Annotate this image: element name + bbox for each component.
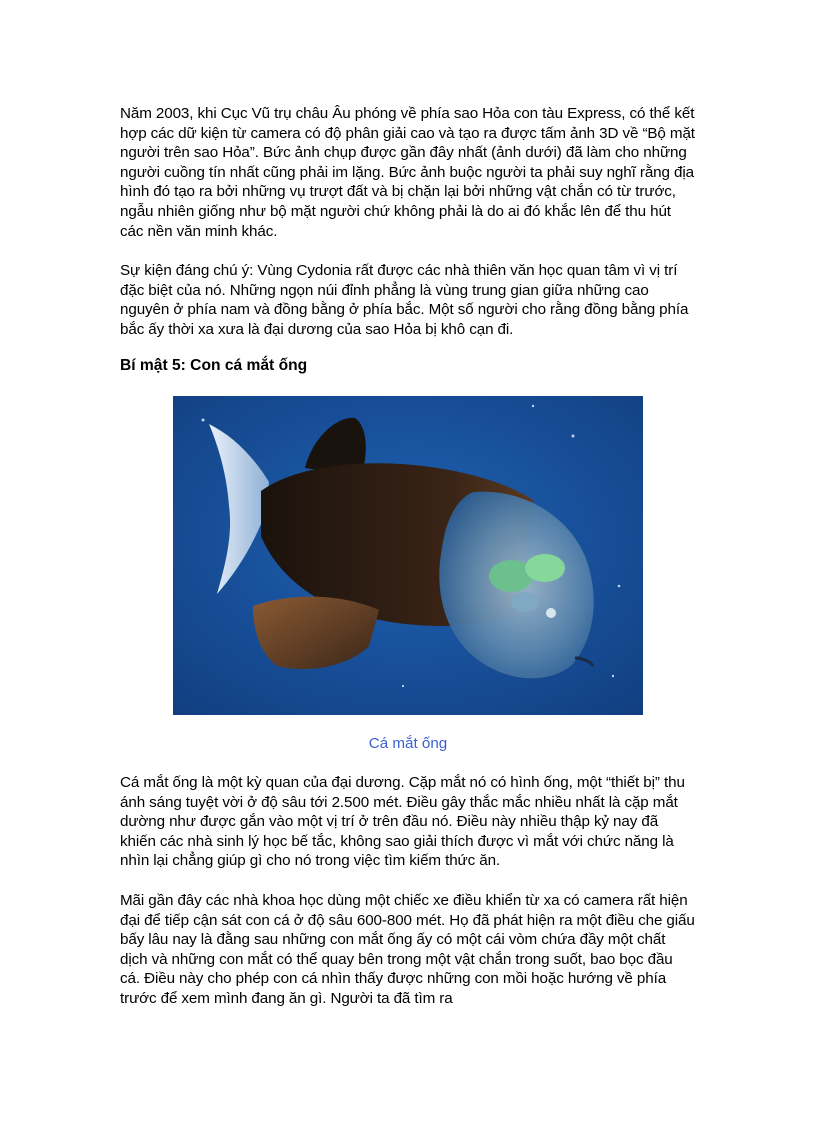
paragraph-mars-face: Năm 2003, khi Cục Vũ trụ châu Âu phóng về phía sao Hỏa con tàu Express, có thể kết hợp các dữ kiện từ camera có độ phân giải cao và tạo ra được tấm ảnh 3D về “Bộ mặt người trên sao Hỏa”. Bức ảnh chụp được gần đây nhất (ảnh dưới) đã làm cho những người cuồng tín nhất cũng phải im lặng. Bức ảnh buộc người ta phải suy nghĩ rằng địa hình đó tạo ra bởi những vụ trượt đất và bị chặn lại bởi những vật chắn có từ trước, ngẫu nhiên giống như bộ mặt người chứ không phải là do ai đó khắc lên để thu hút các nền văn minh khác. (120, 105, 695, 240)
image-caption: Cá mắt ống (368, 735, 448, 752)
barreleye-fish-photo (173, 396, 643, 715)
paragraph-cydonia: Sự kiện đáng chú ý: Vùng Cydonia rất được các nhà thiên văn học quan tâm vì vị trí đặc biệt của nó. Những ngọn núi đỉnh phẳng là vùng trung gian giữa những cao nguyên ở phía nam và đồng bằng ở phía bắc. Một số người cho rằng đồng bằng phía bắc ấy thời xa xưa là đại dương của sao Hỏa bị khô cạn đi. (120, 262, 689, 338)
paragraph-barreleye-research: Mãi gần đây các nhà khoa học dùng một chiếc xe điều khiển từ xa có camera rất hiện đại để tiếp cận sát con cá ở độ sâu 600-800 mét. Họ đã phát hiện ra một điều che giấu bấy lâu nay là đằng sau những con mắt ống ấy có một cái vòm chứa đầy một chất dịch và những con mắt có thể quay bên trong một vật chắn trong suốt, bao bọc đầu cá. Điều này cho phép con cá nhìn thấy được những con mồi hoặc hướng về phía trước để xem mình đang ăn gì. Người ta đã tìm ra (120, 892, 695, 1007)
section-heading: Bí mật 5: Con cá mắt ống (120, 357, 308, 374)
paragraph-barreleye-intro: Cá mắt ống là một kỳ quan của đại dương. Cặp mắt nó có hình ống, một “thiết bị” thu ánh sáng tuyệt vời ở độ sâu tới 2.500 mét. Điều gây thắc mắc nhiều nhất là cặp mắt dường như được gắn vào một vị trí ở trên đầu nó. Điều này nhiều thập kỷ nay đã khiến các nhà sinh lý học bế tắc, không sao giải thích được vì mắt với chức năng là nhìn lại chẳng giúp gì cho nó trong việc tìm kiếm thức ăn. (120, 774, 685, 870)
